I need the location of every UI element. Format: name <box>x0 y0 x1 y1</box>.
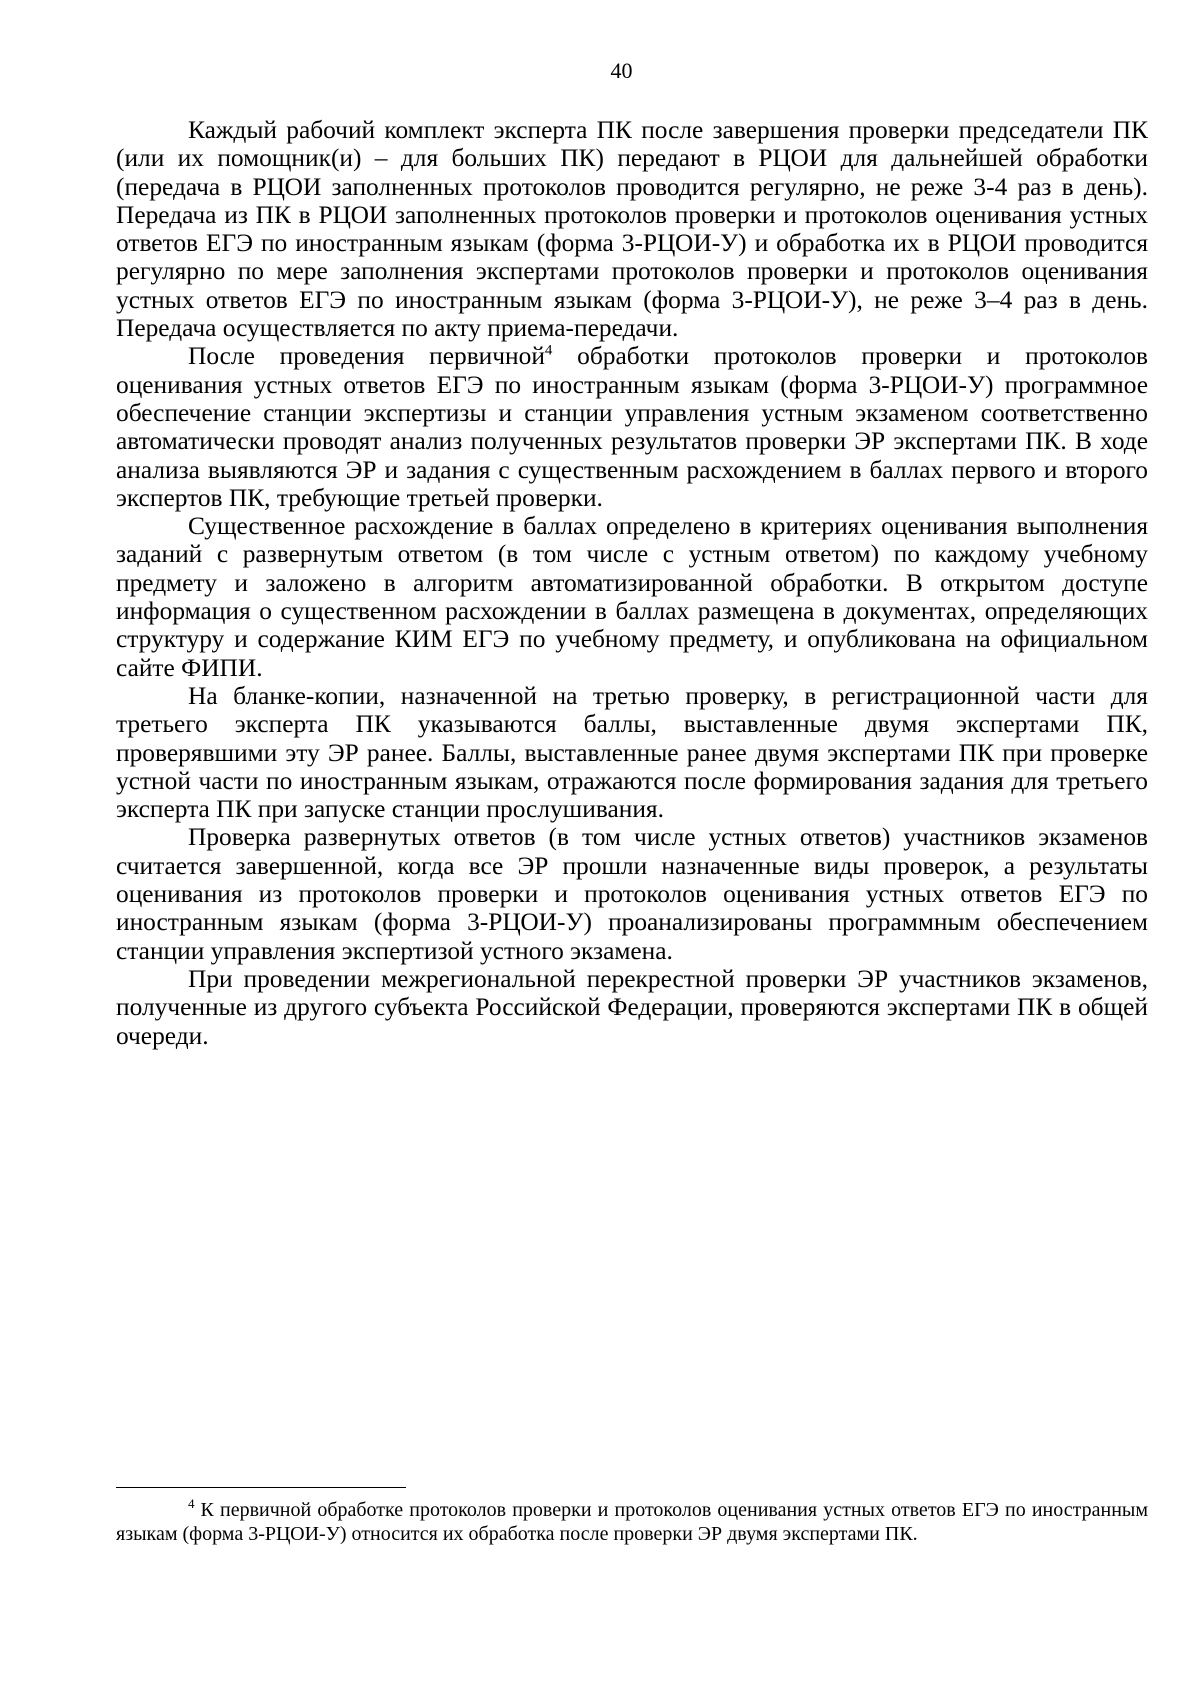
paragraph-text-after-footnote: обработки протоколов проверки и протоколов оценивания устных ответов ЕГЭ по иностранным языкам (форма 3-РЦОИ-У) программное обеспечение станции экспертизы и станции управления устным экзаменом соответственно автоматически проводят анализ полученных результатов проверки ЭР экспертами ПК. В ходе анализа выявляются ЭР и задания с существенным расхождением в баллах первого и второго экспертов ПК, требующие третьей проверки. <box>116 342 1148 512</box>
paragraph-text-before-footnote: После проведения первичной <box>188 342 545 371</box>
body-text <box>116 116 1148 1050</box>
paragraph-significant-discrepancy: Существенное расхождение в баллах определено в критериях оценивания выполнения заданий с развернутым ответом (в том числе с устным ответом) по каждому учебному предмету и заложено в алгоритм автоматизированной обработки. В открытом доступе информация о существенном расхождении в баллах размещена в документах, определяющих структуру и содержание КИМ ЕГЭ по учебному предмету, и опубликована на официальном сайте ФИПИ. <box>116 512 1148 682</box>
footnote-mark: 4 <box>188 1496 195 1512</box>
page-number: 40 <box>610 58 633 83</box>
paragraph-transfer-to-rcoi: Каждый рабочий комплект эксперта ПК после завершения проверки председатели ПК (или их помощник(и) – для больших ПК) передают в РЦОИ для дальнейшей обработки (передача в РЦОИ заполненных протоколов проводится регулярно, не реже 3-4 раз в день). Передача из ПК в РЦОИ заполненных протоколов проверки и протоколов оценивания устных ответов ЕГЭ по иностранным языкам (форма 3-РЦОИ-У) и обработка их в РЦОИ проводится регулярно по мере заполнения экспертами протоколов проверки и протоколов оценивания устных ответов ЕГЭ по иностранным языкам (форма 3-РЦОИ-У), не реже 3–4 раз в день. Передача осуществляется по акту приема-передачи. <box>116 116 1148 343</box>
paragraph-interregional-check: При проведении межрегиональной перекрестной проверки ЭР участников экзаменов, полученные из другого субъекта Российской Федерации, проверяются экспертами ПК в общей очереди. <box>116 964 1148 1050</box>
paragraph-primary-processing <box>116 342 1148 512</box>
footnote <box>116 1498 1148 1546</box>
footnote-text: К первичной обработке протоколов проверки и протоколов оценивания устных ответов ЕГЭ по иностранным языкам (форма 3-РЦОИ-У) относится их обработка после проверки ЭР двумя экспертами ПК. <box>116 1499 1148 1545</box>
paragraph-third-check-form: На бланке-копии, назначенной на третью проверку, в регистрационной части для третьего эксперта ПК указываются баллы, выставленные двумя экспертами ПК, проверявшими эту ЭР ранее. Баллы, выставленные ранее двумя экспертами ПК при проверке устной части по иностранным языкам, отражаются после формирования задания для третьего эксперта ПК при запуске станции прослушивания. <box>116 681 1148 824</box>
footnote-paragraph <box>116 1498 1148 1546</box>
footnote-divider <box>116 1487 406 1488</box>
footnote-reference: 4 <box>544 342 553 359</box>
paragraph-check-completed: Проверка развернутых ответов (в том числе устных ответов) участников экзаменов считается завершенной, когда все ЭР прошли назначенные виды проверок, а результаты оценивания из протоколов проверки и протоколов оценивания устных ответов ЕГЭ по иностранным языкам (форма 3-РЦОИ-У) проанализированы программным обеспечением станции управления экспертизой устного экзамена. <box>116 823 1148 965</box>
